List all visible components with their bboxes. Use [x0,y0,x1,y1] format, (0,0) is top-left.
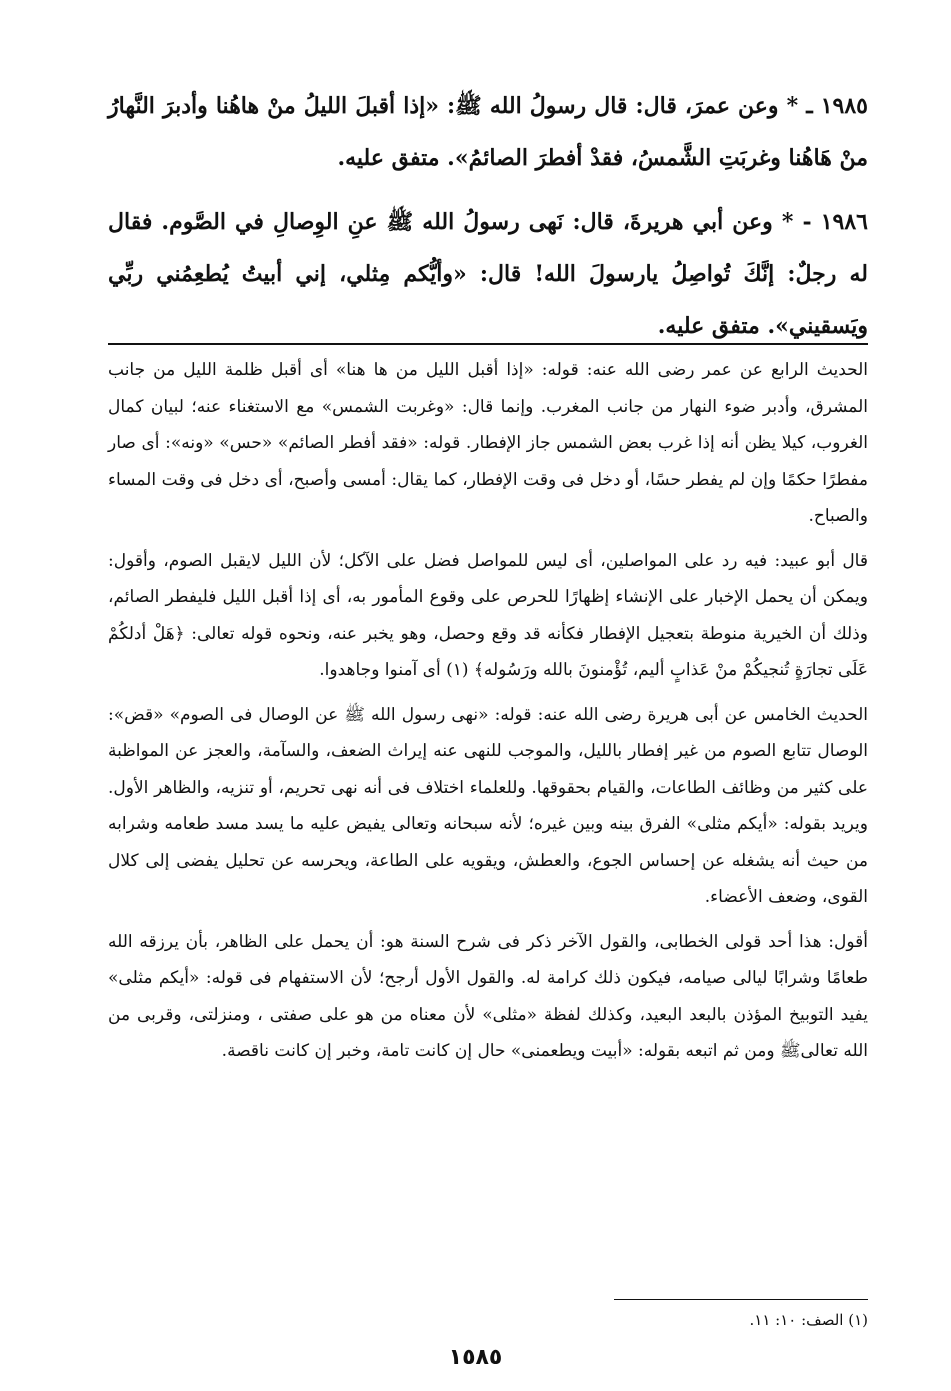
page-number: ١٥٨٥ [448,1345,503,1370]
hadith-1986 [108,196,868,352]
hadith-text: * وعن أبي هريرةَ، قال: نَهى رسولُ الله ﷺ عنِ الوِصالِ في الصَّوم. فقال له رجلٌ: إنَّكَ تُواصِلُ يارسولَ الله! قال: «وأيُّكم مِثلي، إني أبيتُ يُطعِمُني ربِّي ويَسقيني». متفق عليه. [108,209,868,339]
commentary-paragraph: قال أبو عبيد: فيه رد على المواصلين، أى ليس للمواصل فضل على الآكل؛ لأن الليل لايقبل الصوم، وأقول: ويمكن أن يحمل الإخبار على الإنشاء إظهارًا للحرص على وقوع المأمور به، أى إذا أقبل الليل فليفطر الصائم، وذلك أن الخيرية منوطة بتعجيل الإفطار فكأنه قد وقع وحصل، وهو يخبر عنه، ونحوه قوله تعالى: ﴿هَلْ أدلكُمْ عَلَى تجارَةٍ تُنجيكُمْ منْ عَذابٍ أليم، تُؤْمنونَ بالله ورَسُوله﴾ (١) أى آمنوا وجاهدوا. [108,550,868,680]
footnote: (١) الصف: ١٠: ١١. [749,1311,868,1329]
commentary-paragraph: الحديث الخامس عن أبى هريرة رضى الله عنه: قوله: «نهى رسول الله ﷺ عن الوصال فى الصوم» «قض»: الوصال تتابع الصوم من غير إفطار بالليل، والموجب للنهى عنه إيراث الضعف، والسآمة، والعجز عن المواظبة على كثير من وظائف الطاعات، والقيام بحقوقها. وللعلماء اختلاف فى أنه نهى تحريم، أو تنزيه، والظاهر الأول. ويريد بقوله: «أيكم مثلى» الفرق بينه وبين غيره؛ لأنه سبحانه وتعالى يفيض عليه ما يسد مسد طعامه وشرابه من حيث أنه يشغله عن إحساس الجوع، والعطش، ويقويه على الطاعة، ويحرسه عن تحليل يفضى إلى كلال القوى، وضعف الأعضاء. [108,704,868,907]
hadith-1985 [108,80,868,184]
section-divider [108,343,868,345]
hadith-number: ١٩٨٥ ـ [806,93,868,119]
hadith-number: ١٩٨٦ - [802,209,868,235]
hadith-text: * وعن عمرَ، قال: قال رسولُ الله ﷺ: «إذا أقبلَ الليلُ منْ هاهُنا وأدبرَ النَّهارُ منْ هَاهُنا وغربَتِ الشَّمسُ، فقدْ أفطرَ الصائمُ». متفق عليه. [108,93,868,171]
commentary [108,352,868,1078]
footnote-divider [614,1299,868,1300]
commentary-paragraph: أقول: هذا أحد قولى الخطابى، والقول الآخر ذكر فى شرح السنة هو: أن يحمل على الظاهر، بأن يرزقه الله طعامًا وشرابًا ليالى صيامه، فيكون ذلك كرامة له. والقول الأول أرجح؛ لأن الاستفهام فى قوله: «أيكم مثلى» يفيد التوبيخ المؤذن بالبعد البعيد، وكذلك لفظة «مثلى» لأن معناه من هو على صفتى ، ومنزلتى، وقربى من الله تعالىﷺ ومن ثم اتبعه بقوله: «أبيت ويطعمنى» حال إن كانت تامة، وخبر إن كانت ناقصة. [108,931,868,1061]
commentary-paragraph: الحديث الرابع عن عمر رضى الله عنه: قوله: «إذا أقبل الليل من ها هنا» أى أقبل ظلمة الليل من جانب المشرق، وأدبر ضوء النهار من جانب المغرب. وإنما قال: «وغربت الشمس» مع الاستغناء عنه؛ لبيان كمال الغروب، كيلا يظن أنه إذا غرب بعض الشمس جاز الإفطار. قوله: «فقد أفطر الصائم» «حس» «ونه»: أى صار مفطرًا حكمًا وإن لم يفطر حسًا، أو دخل فى وقت الإفطار، كما يقال: أمسى وأصبح، أى دخل فى وقت المساء والصباح. [108,360,868,526]
